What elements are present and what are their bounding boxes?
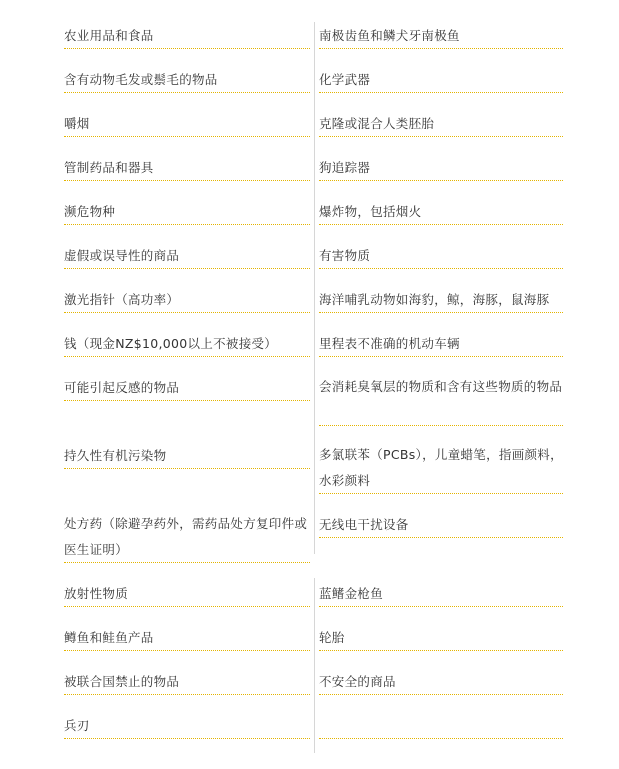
list-item: 狗追踪器 [319, 154, 563, 181]
list-item: 克隆或混合人类胚胎 [319, 110, 563, 137]
list-item: 里程表不准确的机动车辆 [319, 330, 563, 357]
list-item: 鳟鱼和鲑鱼产品 [64, 624, 310, 651]
list-item: 处方药（除避孕药外，需药品处方复印件或医生证明） [64, 511, 310, 563]
list-item: 多氯联苯（PCBs），儿童蜡笔，指画颜料，水彩颜料 [319, 442, 563, 494]
list-item: 濒危物种 [64, 198, 310, 225]
list-item: 激光指针（高功率） [64, 286, 310, 313]
list-item: 持久性有机污染物 [64, 442, 310, 469]
list-item: 被联合国禁止的物品 [64, 668, 310, 695]
list-item: 海洋哺乳动物如海豹，鲸，海豚，鼠海豚 [319, 286, 563, 313]
list-item: 钱（现金NZ$10,000以上不被接受） [64, 330, 310, 357]
list-item: 兵刃 [64, 712, 310, 739]
list-item: 管制药品和器具 [64, 154, 310, 181]
list-item: 可能引起反感的物品 [64, 374, 310, 401]
list-item: 有害物质 [319, 242, 563, 269]
list-item: 农业用品和食品 [64, 22, 310, 49]
list-item: 化学武器 [319, 66, 563, 93]
list-item: 含有动物毛发或鬃毛的物品 [64, 66, 310, 93]
list-item: 无线电干扰设备 [319, 511, 563, 538]
list-item: 虚假或误导性的商品 [64, 242, 310, 269]
list-item: 放射性物质 [64, 580, 310, 607]
column-divider [314, 578, 315, 753]
list-item: 不安全的商品 [319, 668, 563, 695]
list-item [319, 712, 563, 739]
list-item: 蓝鳍金枪鱼 [319, 580, 563, 607]
list-item: 嚼烟 [64, 110, 310, 137]
list-item: 爆炸物，包括烟火 [319, 198, 563, 225]
list-item: 会消耗臭氧层的物质和含有这些物质的物品 [319, 374, 563, 426]
list-item: 南极齿鱼和鳞犬牙南极鱼 [319, 22, 563, 49]
list-item: 轮胎 [319, 624, 563, 651]
